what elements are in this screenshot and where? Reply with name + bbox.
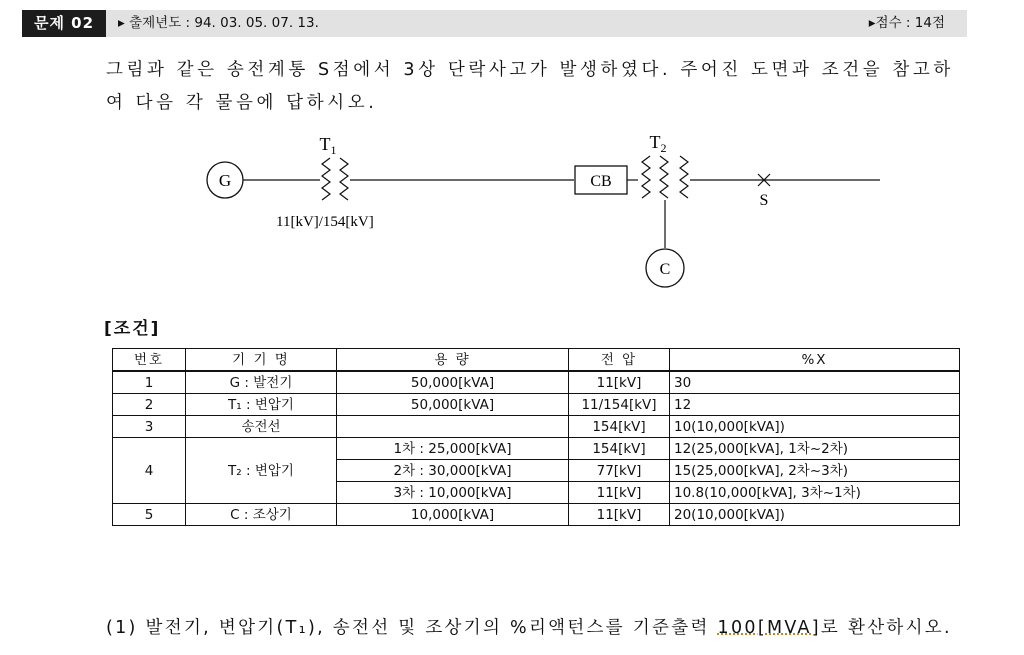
cell-name: G : 발전기 [186, 371, 337, 394]
cell-capacity [337, 416, 569, 438]
synchronous-condenser-symbol [646, 249, 684, 287]
transformer-t1-label: $T_1$ [319, 134, 337, 157]
cell-name: 송전선 [186, 416, 337, 438]
problem-number-badge: 문제 02 [22, 10, 106, 37]
fault-point-label: S [759, 192, 769, 209]
table-row [113, 416, 960, 438]
cell-voltage: 11[kV] [569, 482, 670, 504]
cell-name: C : 조상기 [186, 504, 337, 526]
cell-reactance: 10.8(10,000[kVA], 3차~1차) [670, 482, 960, 504]
cell-voltage: 154[kV] [569, 416, 670, 438]
score-label: ▸점수 : 14점 [868, 15, 945, 31]
question-1-suffix: 로 환산하시오. [820, 618, 952, 638]
cell-capacity: 2차 : 30,000[kVA] [337, 460, 569, 482]
transformer-t1-symbol [322, 158, 348, 200]
cell-voltage: 77[kV] [569, 460, 670, 482]
cell-reactance: 20(10,000[kVA]) [670, 504, 960, 526]
cell-no: 4 [113, 438, 186, 504]
conditions-table [112, 348, 960, 526]
question-1-unit: 100[MVA] [717, 618, 821, 638]
problem-statement-line-2: 여 다음 각 물음에 답하시오. [106, 93, 378, 113]
column-header-voltage: 전 압 [569, 349, 670, 372]
cell-capacity: 1차 : 25,000[kVA] [337, 438, 569, 460]
exam-years: ▸ 출제년도 : 94. 03. 05. 07. 13. [118, 15, 319, 31]
table-row [113, 504, 960, 526]
cell-capacity: 3차 : 10,000[kVA] [337, 482, 569, 504]
synchronous-condenser-label: C [659, 261, 671, 278]
cell-no: 2 [113, 394, 186, 416]
cell-reactance: 15(25,000[kVA], 2차~3차) [670, 460, 960, 482]
circuit-breaker-symbol [575, 166, 627, 194]
cell-voltage: 154[kV] [569, 438, 670, 460]
cell-reactance: 12(25,000[kVA], 1차~2차) [670, 438, 960, 460]
cell-no: 3 [113, 416, 186, 438]
column-header-capacity: 용 량 [337, 349, 569, 372]
cell-voltage: 11[kV] [569, 504, 670, 526]
single-line-diagram [190, 130, 890, 295]
cell-name: T₁ : 변압기 [186, 394, 337, 416]
cell-capacity: 50,000[kVA] [337, 394, 569, 416]
problem-statement [106, 54, 986, 120]
problem-statement-line-1: 그림과 같은 송전계통 S점에서 3상 단락사고가 발생하였다. 주어진 도면과 조건을 참고하 [106, 60, 954, 80]
transformer-t1-voltage: 11[kV]/154[kV] [276, 214, 374, 230]
cell-reactance: 12 [670, 394, 960, 416]
table-row [113, 438, 960, 460]
cell-voltage: 11[kV] [569, 371, 670, 394]
problem-header [22, 10, 967, 37]
transformer-t2-label: $T_2$ [649, 132, 667, 155]
column-header-reactance: %X [670, 349, 960, 372]
generator-label: G [218, 171, 232, 190]
cell-reactance: 10(10,000[kVA]) [670, 416, 960, 438]
cell-capacity: 10,000[kVA] [337, 504, 569, 526]
generator-symbol [207, 162, 243, 198]
cell-voltage: 11/154[kV] [569, 394, 670, 416]
table-row [113, 371, 960, 394]
cell-no: 1 [113, 371, 186, 394]
column-header-no: 번호 [113, 349, 186, 372]
question-1-prefix: (1) 발전기, 변압기(T₁), 송전선 및 조상기의 %리액턴스를 기준출력 [106, 618, 718, 638]
column-header-name: 기 기 명 [186, 349, 337, 372]
question-1 [106, 614, 952, 639]
cell-reactance: 30 [670, 371, 960, 394]
transformer-t2-symbol [642, 156, 688, 198]
table-header-row [113, 349, 960, 372]
conditions-title: [조건] [104, 319, 161, 339]
table-row [113, 394, 960, 416]
cell-capacity: 50,000[kVA] [337, 371, 569, 394]
circuit-breaker-label: CB [590, 173, 612, 190]
cell-no: 5 [113, 504, 186, 526]
cell-name: T₂ : 변압기 [186, 438, 337, 504]
